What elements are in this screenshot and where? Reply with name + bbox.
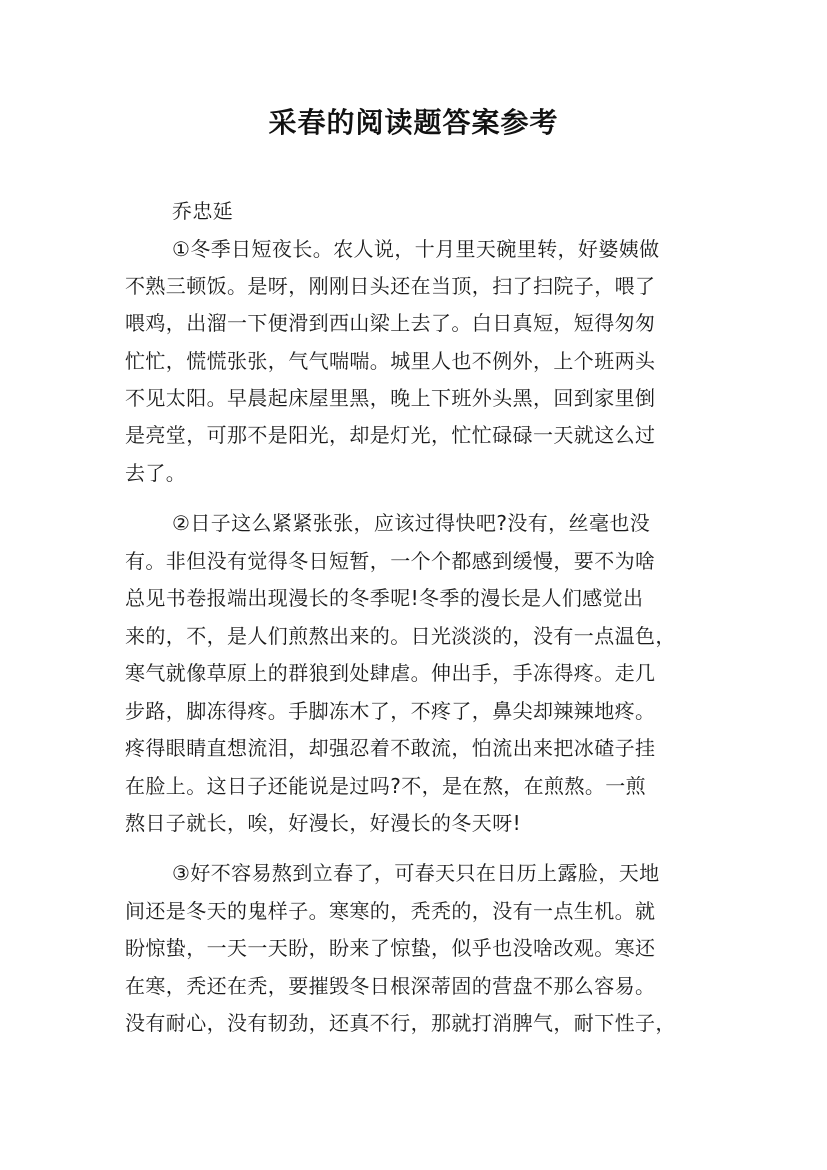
text-line: ②日子这么紧紧张张，应该过得快吧?没有，丝毫也没	[172, 511, 651, 535]
text-line: 有。非但没有觉得冬日短暂，一个个都感到缓慢，要不为啥	[125, 549, 656, 573]
text-line: 在寒，秃还在秃，要摧毁冬日根深蒂固的营盘不那么容易。	[125, 974, 656, 998]
text-line: 不见太阳。早晨起床屋里黑，晚上下班外头黑，回到家里倒	[125, 386, 656, 410]
text-line: 去了。	[125, 461, 187, 485]
author-line: 乔忠延	[172, 199, 234, 223]
text-line: 不熟三顿饭。是呀，刚刚日头还在当顶，扫了扫院子，喂了	[125, 274, 656, 298]
text-line: 间还是冬天的鬼样子。寒寒的，秃秃的，没有一点生机。就	[125, 899, 656, 923]
text-line: 总见书卷报端出现漫长的冬季呢!冬季的漫长是人们感觉出	[125, 586, 644, 610]
text-line: 喂鸡，出溜一下便滑到西山梁上去了。白日真短，短得匆匆	[125, 311, 656, 335]
document-title: 采春的阅读题答案参考	[268, 106, 559, 139]
text-line: ③好不容易熬到立春了，可春天只在日历上露脸，天地	[172, 861, 660, 885]
text-line: 来的，不，是人们煎熬出来的。日光淡淡的，没有一点温色，	[125, 624, 676, 648]
text-line: 疼得眼睛直想流泪，却强忍着不敢流，怕流出来把冰碴子挂	[125, 736, 656, 760]
text-line: 忙忙，慌慌张张，气气喘喘。城里人也不例外，上个班两头	[125, 349, 656, 373]
text-line: 熬日子就长，唉，好漫长，好漫长的冬天呀!	[125, 811, 522, 835]
text-line: 在脸上。这日子还能说是过吗?不，是在熬，在煎熬。一煎	[125, 774, 647, 798]
text-line: 步路，脚冻得疼。手脚冻木了，不疼了，鼻尖却辣辣地疼。	[125, 699, 656, 723]
text-line: 寒气就像草原上的群狼到处肆虐。伸出手，手冻得疼。走几	[125, 661, 656, 685]
text-line: ①冬季日短夜长。农人说，十月里天碗里转，好婆姨做	[172, 237, 660, 261]
text-line: 没有耐心，没有韧劲，还真不行，那就打消脾气，耐下性子，	[125, 1011, 676, 1035]
text-line: 是亮堂，可那不是阳光，却是灯光，忙忙碌碌一天就这么过	[125, 423, 656, 447]
text-line: 盼惊蛰，一天一天盼，盼来了惊蛰，似乎也没啥改观。寒还	[125, 936, 656, 960]
